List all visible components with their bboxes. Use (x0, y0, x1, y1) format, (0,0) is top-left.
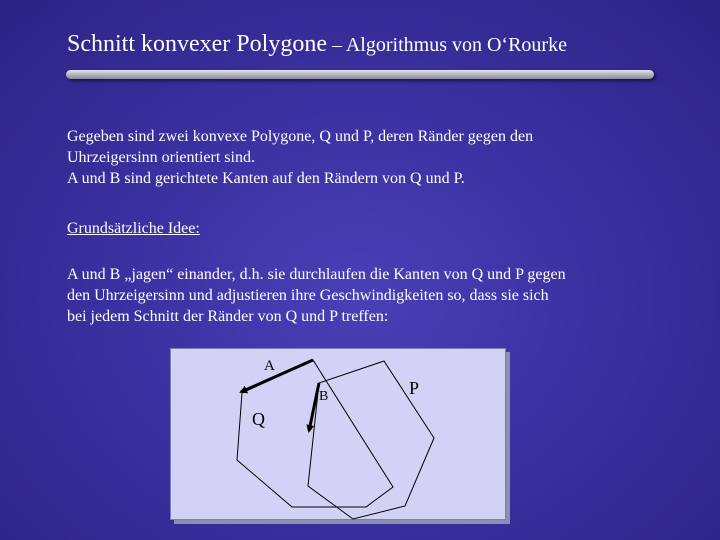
intro-line: Gegeben sind zwei konvexe Polygone, Q und P, deren Ränder gegen den (67, 128, 534, 145)
label-b: B (319, 389, 329, 404)
label-a: A (264, 358, 275, 374)
title-subtitle: – Algorithmus von O‘Rourke (326, 34, 567, 56)
intro-line: Uhrzeigersinn orientiert sind. (67, 149, 255, 166)
idea-paragraph (67, 264, 566, 327)
idea-line: A und B „jagen“ einander, d.h. sie durchlaufen die Kanten von Q und P gegen (67, 266, 566, 283)
idea-line: den Uhrzeigersinn und adjustieren ihre Geschwindigkeiten so, dass sie sich (67, 287, 549, 304)
edge-a-arrow (241, 360, 313, 392)
label-q: Q (252, 409, 265, 429)
edge-b-arrow (309, 383, 319, 431)
intro-line: A und B sind gerichtete Kanten auf den Rändern von Q und P. (67, 170, 465, 187)
title-underline-bar (66, 70, 654, 79)
slide-title (67, 31, 567, 58)
intro-paragraph (67, 126, 533, 189)
label-p: P (409, 378, 420, 398)
polygon-diagram (171, 349, 507, 521)
idea-heading: Grundsätzliche Idee: (67, 220, 200, 237)
title-main: Schnitt konvexer Polygone (67, 31, 327, 57)
idea-line: bei jedem Schnitt der Ränder von Q und P treffen: (67, 308, 389, 325)
polygon-figure (170, 348, 506, 520)
